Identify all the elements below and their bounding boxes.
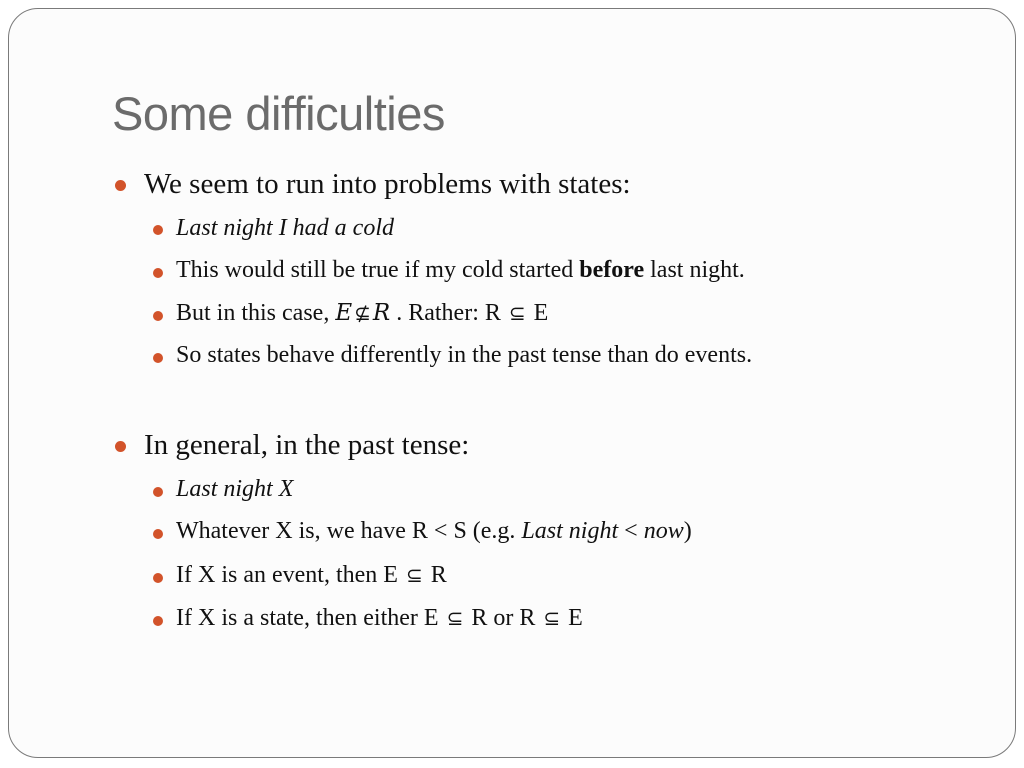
sub-bullet-1-2-pre: This would still be true if my cold started xyxy=(176,257,580,283)
sub-bullet-1-4: So states behave differently in the past tense than do events. xyxy=(176,342,753,368)
sub-bullet-1-3-pre: But in this case, xyxy=(176,300,336,326)
sub-bullet-2-2-mid: < xyxy=(618,518,644,544)
subset-symbol: ⊆ xyxy=(446,606,464,630)
sub-bullet-2-3-post: R xyxy=(424,562,447,588)
sub-bullet-1-1-italic: Last night I had a cold xyxy=(176,215,395,241)
math-e: E xyxy=(335,300,353,326)
sub-bullet-2-2 xyxy=(176,518,692,545)
sub-bullet-dot-icon xyxy=(153,616,163,626)
sub-bullet-1-3 xyxy=(176,300,548,327)
subset-symbol: ⊆ xyxy=(543,606,561,630)
sub-bullet-1-2-post: last night. xyxy=(644,257,745,283)
sub-bullet-2-1 xyxy=(176,476,293,503)
sub-bullet-1-2 xyxy=(176,257,745,284)
sub-bullet-2-2-post: ) xyxy=(683,518,692,544)
sub-bullet-1-2-bold: before xyxy=(579,257,645,283)
math-expression xyxy=(335,300,390,326)
sub-bullet-dot-icon xyxy=(153,573,163,583)
sub-bullet-2-1-italic: Last night X xyxy=(176,476,294,502)
bullet-1-text: We seem to run into problems with states: xyxy=(144,168,631,200)
sub-bullet-1-1 xyxy=(176,215,394,242)
sub-bullet-2-2-italic-2: now xyxy=(643,518,684,544)
sub-bullet-dot-icon xyxy=(153,487,163,497)
math-r: R xyxy=(372,300,391,326)
sub-bullet-2-4-post: E xyxy=(562,605,583,631)
bullet-2-text: In general, in the past tense: xyxy=(144,429,470,461)
sub-bullet-dot-icon xyxy=(153,225,163,235)
sub-bullet-2-4-pre: If X is a state, then either E xyxy=(176,605,445,631)
sub-bullet-dot-icon xyxy=(153,311,163,321)
sub-bullet-2-4 xyxy=(176,605,583,632)
bullet-dot-icon xyxy=(115,180,126,191)
slide-title: Some difficulties xyxy=(112,87,445,140)
sub-bullet-dot-icon xyxy=(153,529,163,539)
sub-bullet-1-3-post: E xyxy=(527,300,549,326)
not-subset-symbol: ⊈ xyxy=(354,301,371,325)
sub-bullet-2-3-pre: If X is an event, then E xyxy=(176,562,404,588)
bullet-dot-icon xyxy=(115,441,126,452)
sub-bullet-dot-icon xyxy=(153,268,163,278)
sub-bullet-2-4-mid: R or R xyxy=(465,605,542,631)
sub-bullet-dot-icon xyxy=(153,353,163,363)
sub-bullet-2-3 xyxy=(176,562,447,589)
subset-symbol: ⊆ xyxy=(405,563,423,587)
sub-bullet-2-2-italic-1: Last night xyxy=(521,518,619,544)
sub-bullet-1-3-mid: . Rather: R xyxy=(390,300,507,326)
subset-symbol: ⊆ xyxy=(508,301,526,325)
sub-bullet-2-2-pre: Whatever X is, we have R < S (e.g. xyxy=(176,518,522,544)
